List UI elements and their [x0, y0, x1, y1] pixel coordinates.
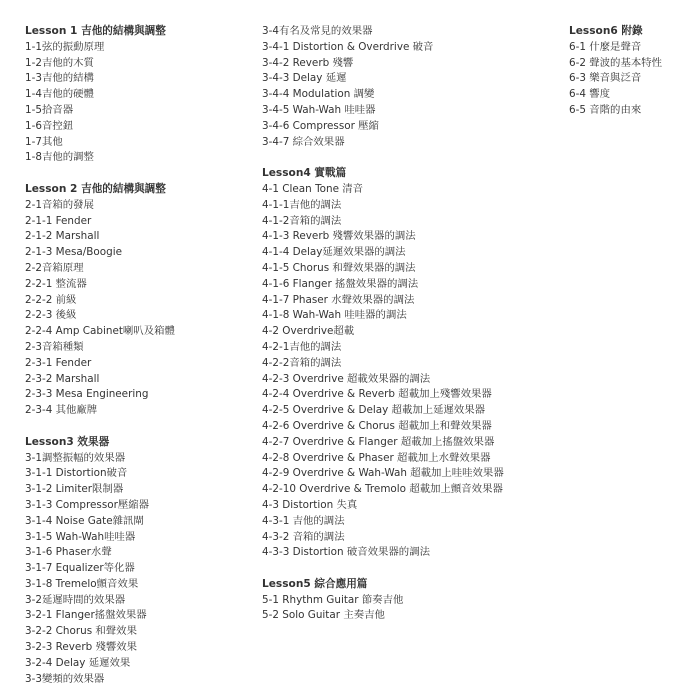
- topic-list: [569, 40, 695, 119]
- toc-column-1: [25, 24, 250, 687]
- topic-link[interactable]: 1-7其他: [25, 135, 63, 148]
- topic-link[interactable]: 2-3-4 其他廠牌: [25, 404, 98, 417]
- topic-link[interactable]: 3-1-6 Phaser水聲: [25, 546, 112, 559]
- topic-link[interactable]: 6-4 響度: [569, 88, 611, 101]
- topic-link[interactable]: 2-3-1 Fender: [25, 356, 92, 369]
- topic-link[interactable]: 3-2延遲時間的效果器: [25, 593, 126, 606]
- topic-link[interactable]: 3-2-3 Reverb 殘響效果: [25, 641, 138, 654]
- topic-link[interactable]: 4-3-2 音箱的調法: [262, 530, 345, 543]
- topic-link[interactable]: 3-1-2 Limiter限制器: [25, 483, 124, 496]
- lesson-section: [25, 435, 250, 688]
- topic-list: [25, 40, 250, 166]
- topic-link[interactable]: 3-4-4 Modulation 調變: [262, 88, 375, 101]
- topic-link[interactable]: 2-1-3 Mesa/Boogie: [25, 246, 122, 259]
- topic-link[interactable]: 1-5拾音器: [25, 103, 74, 116]
- topic-link[interactable]: 3-4-2 Reverb 殘響: [262, 56, 354, 69]
- section-spacer: [25, 166, 250, 182]
- topic-link[interactable]: 3-3變頻的效果器: [25, 672, 105, 685]
- topic-link[interactable]: 2-3-3 Mesa Engineering: [25, 388, 149, 401]
- topic-link[interactable]: 2-3-2 Marshall: [25, 372, 100, 385]
- topic-link[interactable]: 4-2-9 Overdrive & Wah-Wah 超載加上哇哇效果器: [262, 467, 504, 480]
- topic-link[interactable]: 3-1調整振幅的效果器: [25, 451, 126, 464]
- topic-link[interactable]: 3-1-1 Distortion破音: [25, 467, 128, 480]
- topic-link[interactable]: 4-2-1吉他的調法: [262, 340, 342, 353]
- lesson-title: Lesson 2 吉他的結構與調整: [25, 182, 166, 195]
- topic-link[interactable]: 2-1音箱的發展: [25, 198, 94, 211]
- lesson-title: Lesson3 效果器: [25, 435, 110, 448]
- topic-link[interactable]: 1-4吉他的硬體: [25, 88, 94, 101]
- lesson-section: [25, 24, 250, 166]
- topic-link[interactable]: 2-1-1 Fender: [25, 214, 92, 227]
- toc-column-2: [262, 24, 562, 624]
- topic-link[interactable]: 6-3 樂音與泛音: [569, 72, 642, 85]
- topic-link[interactable]: 3-2-1 Flanger搖盤效果器: [25, 609, 147, 622]
- topic-link[interactable]: 3-1-7 Equalizer等化器: [25, 562, 135, 575]
- topic-link[interactable]: 4-2-4 Overdrive & Reverb 超載加上殘響效果器: [262, 388, 492, 401]
- topic-list: [25, 451, 250, 688]
- lesson-section: [25, 182, 250, 419]
- topic-link[interactable]: 4-1-8 Wah-Wah 哇哇器的調法: [262, 309, 407, 322]
- topic-link[interactable]: 3-4-6 Compressor 壓縮: [262, 119, 379, 132]
- topic-link[interactable]: 3-1-3 Compressor壓縮器: [25, 498, 150, 511]
- lesson-title: Lesson5 綜合應用篇: [262, 577, 368, 590]
- topic-list: [262, 182, 562, 561]
- topic-link[interactable]: 2-2-1 整流器: [25, 277, 87, 290]
- topic-link[interactable]: 6-1 什麼是聲音: [569, 40, 642, 53]
- topic-link[interactable]: 1-8吉他的調整: [25, 151, 94, 164]
- topic-link[interactable]: 2-1-2 Marshall: [25, 230, 100, 243]
- lesson-section: [569, 24, 695, 119]
- topic-link[interactable]: 4-2-3 Overdrive 超載效果器的調法: [262, 372, 431, 385]
- topic-link[interactable]: 3-1-4 Noise Gate雜訊閘: [25, 514, 144, 527]
- topic-list: [262, 24, 562, 150]
- topic-link[interactable]: 3-2-4 Delay 延遲效果: [25, 656, 131, 669]
- lesson-title: Lesson4 實戰篇: [262, 167, 347, 180]
- topic-link[interactable]: 5-1 Rhythm Guitar 節奏吉他: [262, 593, 404, 606]
- topic-link[interactable]: 4-2-5 Overdrive & Delay 超載加上延遲效果器: [262, 404, 486, 417]
- topic-link[interactable]: 2-2-2 前級: [25, 293, 77, 306]
- topic-link[interactable]: 1-2吉他的木質: [25, 56, 94, 69]
- topic-link[interactable]: 1-1弦的振動原理: [25, 40, 105, 53]
- topic-link[interactable]: 2-2-3 後級: [25, 309, 77, 322]
- topic-link[interactable]: 4-1-6 Flanger 搖盤效果器的調法: [262, 277, 419, 290]
- lesson-section: [262, 166, 562, 561]
- lesson-title: Lesson6 附錄: [569, 25, 643, 37]
- topic-list: [25, 198, 250, 419]
- topic-link[interactable]: 3-4-5 Wah-Wah 哇哇器: [262, 103, 376, 116]
- topic-link[interactable]: 3-2-2 Chorus 和聲效果: [25, 625, 137, 638]
- topic-link[interactable]: 4-3-3 Distortion 破音效果器的調法: [262, 546, 430, 559]
- topic-list: [262, 593, 562, 625]
- topic-link[interactable]: 3-1-5 Wah-Wah哇哇器: [25, 530, 136, 543]
- topic-link[interactable]: 3-4-3 Delay 延遲: [262, 72, 347, 85]
- section-spacer: [25, 419, 250, 435]
- section-spacer: [262, 561, 562, 577]
- toc-column-3: [569, 24, 695, 119]
- topic-link[interactable]: 4-2 Overdrive超載: [262, 325, 355, 338]
- topic-link[interactable]: 4-1-5 Chorus 和聲效果器的調法: [262, 261, 416, 274]
- lesson-title: Lesson 1 吉他的結構與調整: [25, 25, 166, 37]
- topic-link[interactable]: 1-3吉他的結構: [25, 72, 94, 85]
- topic-link[interactable]: 4-1-2音箱的調法: [262, 214, 342, 227]
- topic-link[interactable]: 6-5 音階的由來: [569, 103, 642, 116]
- topic-link[interactable]: 4-2-10 Overdrive & Tremolo 超載加上顫音效果器: [262, 483, 503, 496]
- topic-link[interactable]: 2-2-4 Amp Cabinet喇叭及箱體: [25, 325, 175, 338]
- topic-link[interactable]: 1-6音控鈕: [25, 119, 74, 132]
- topic-link[interactable]: 4-2-6 Overdrive & Chorus 超載加上和聲效果器: [262, 419, 492, 432]
- topic-link[interactable]: 3-1-8 Tremelo顫音效果: [25, 577, 139, 590]
- topic-link[interactable]: 2-2音箱原理: [25, 261, 84, 274]
- topic-link[interactable]: 4-2-2音箱的調法: [262, 356, 342, 369]
- topic-link[interactable]: 4-2-7 Overdrive & Flanger 超載加上搖盤效果器: [262, 435, 495, 448]
- topic-link[interactable]: 5-2 Solo Guitar 主奏吉他: [262, 609, 385, 622]
- topic-link[interactable]: 4-2-8 Overdrive & Phaser 超載加上水聲效果器: [262, 451, 491, 464]
- lesson-section: [262, 24, 562, 150]
- topic-link[interactable]: 4-1 Clean Tone 清音: [262, 182, 364, 195]
- topic-link[interactable]: 2-3音箱種類: [25, 340, 84, 353]
- lesson-section: [262, 577, 562, 624]
- topic-link[interactable]: 3-4有名及常見的效果器: [262, 25, 373, 37]
- topic-link[interactable]: 6-2 聲波的基本特性: [569, 56, 663, 69]
- section-spacer: [262, 150, 562, 166]
- topic-link[interactable]: 4-1-3 Reverb 殘響效果器的調法: [262, 230, 416, 243]
- topic-link[interactable]: 4-1-1吉他的調法: [262, 198, 342, 211]
- topic-link[interactable]: 3-4-1 Distortion & Overdrive 破音: [262, 40, 434, 53]
- topic-link[interactable]: 4-1-7 Phaser 水聲效果器的調法: [262, 293, 415, 306]
- topic-link[interactable]: 4-3 Distortion 失真: [262, 498, 358, 511]
- topic-link[interactable]: 4-3-1 吉他的調法: [262, 514, 345, 527]
- topic-link[interactable]: 4-1-4 Delay延遲效果器的調法: [262, 246, 406, 259]
- topic-link[interactable]: 3-4-7 綜合效果器: [262, 135, 345, 148]
